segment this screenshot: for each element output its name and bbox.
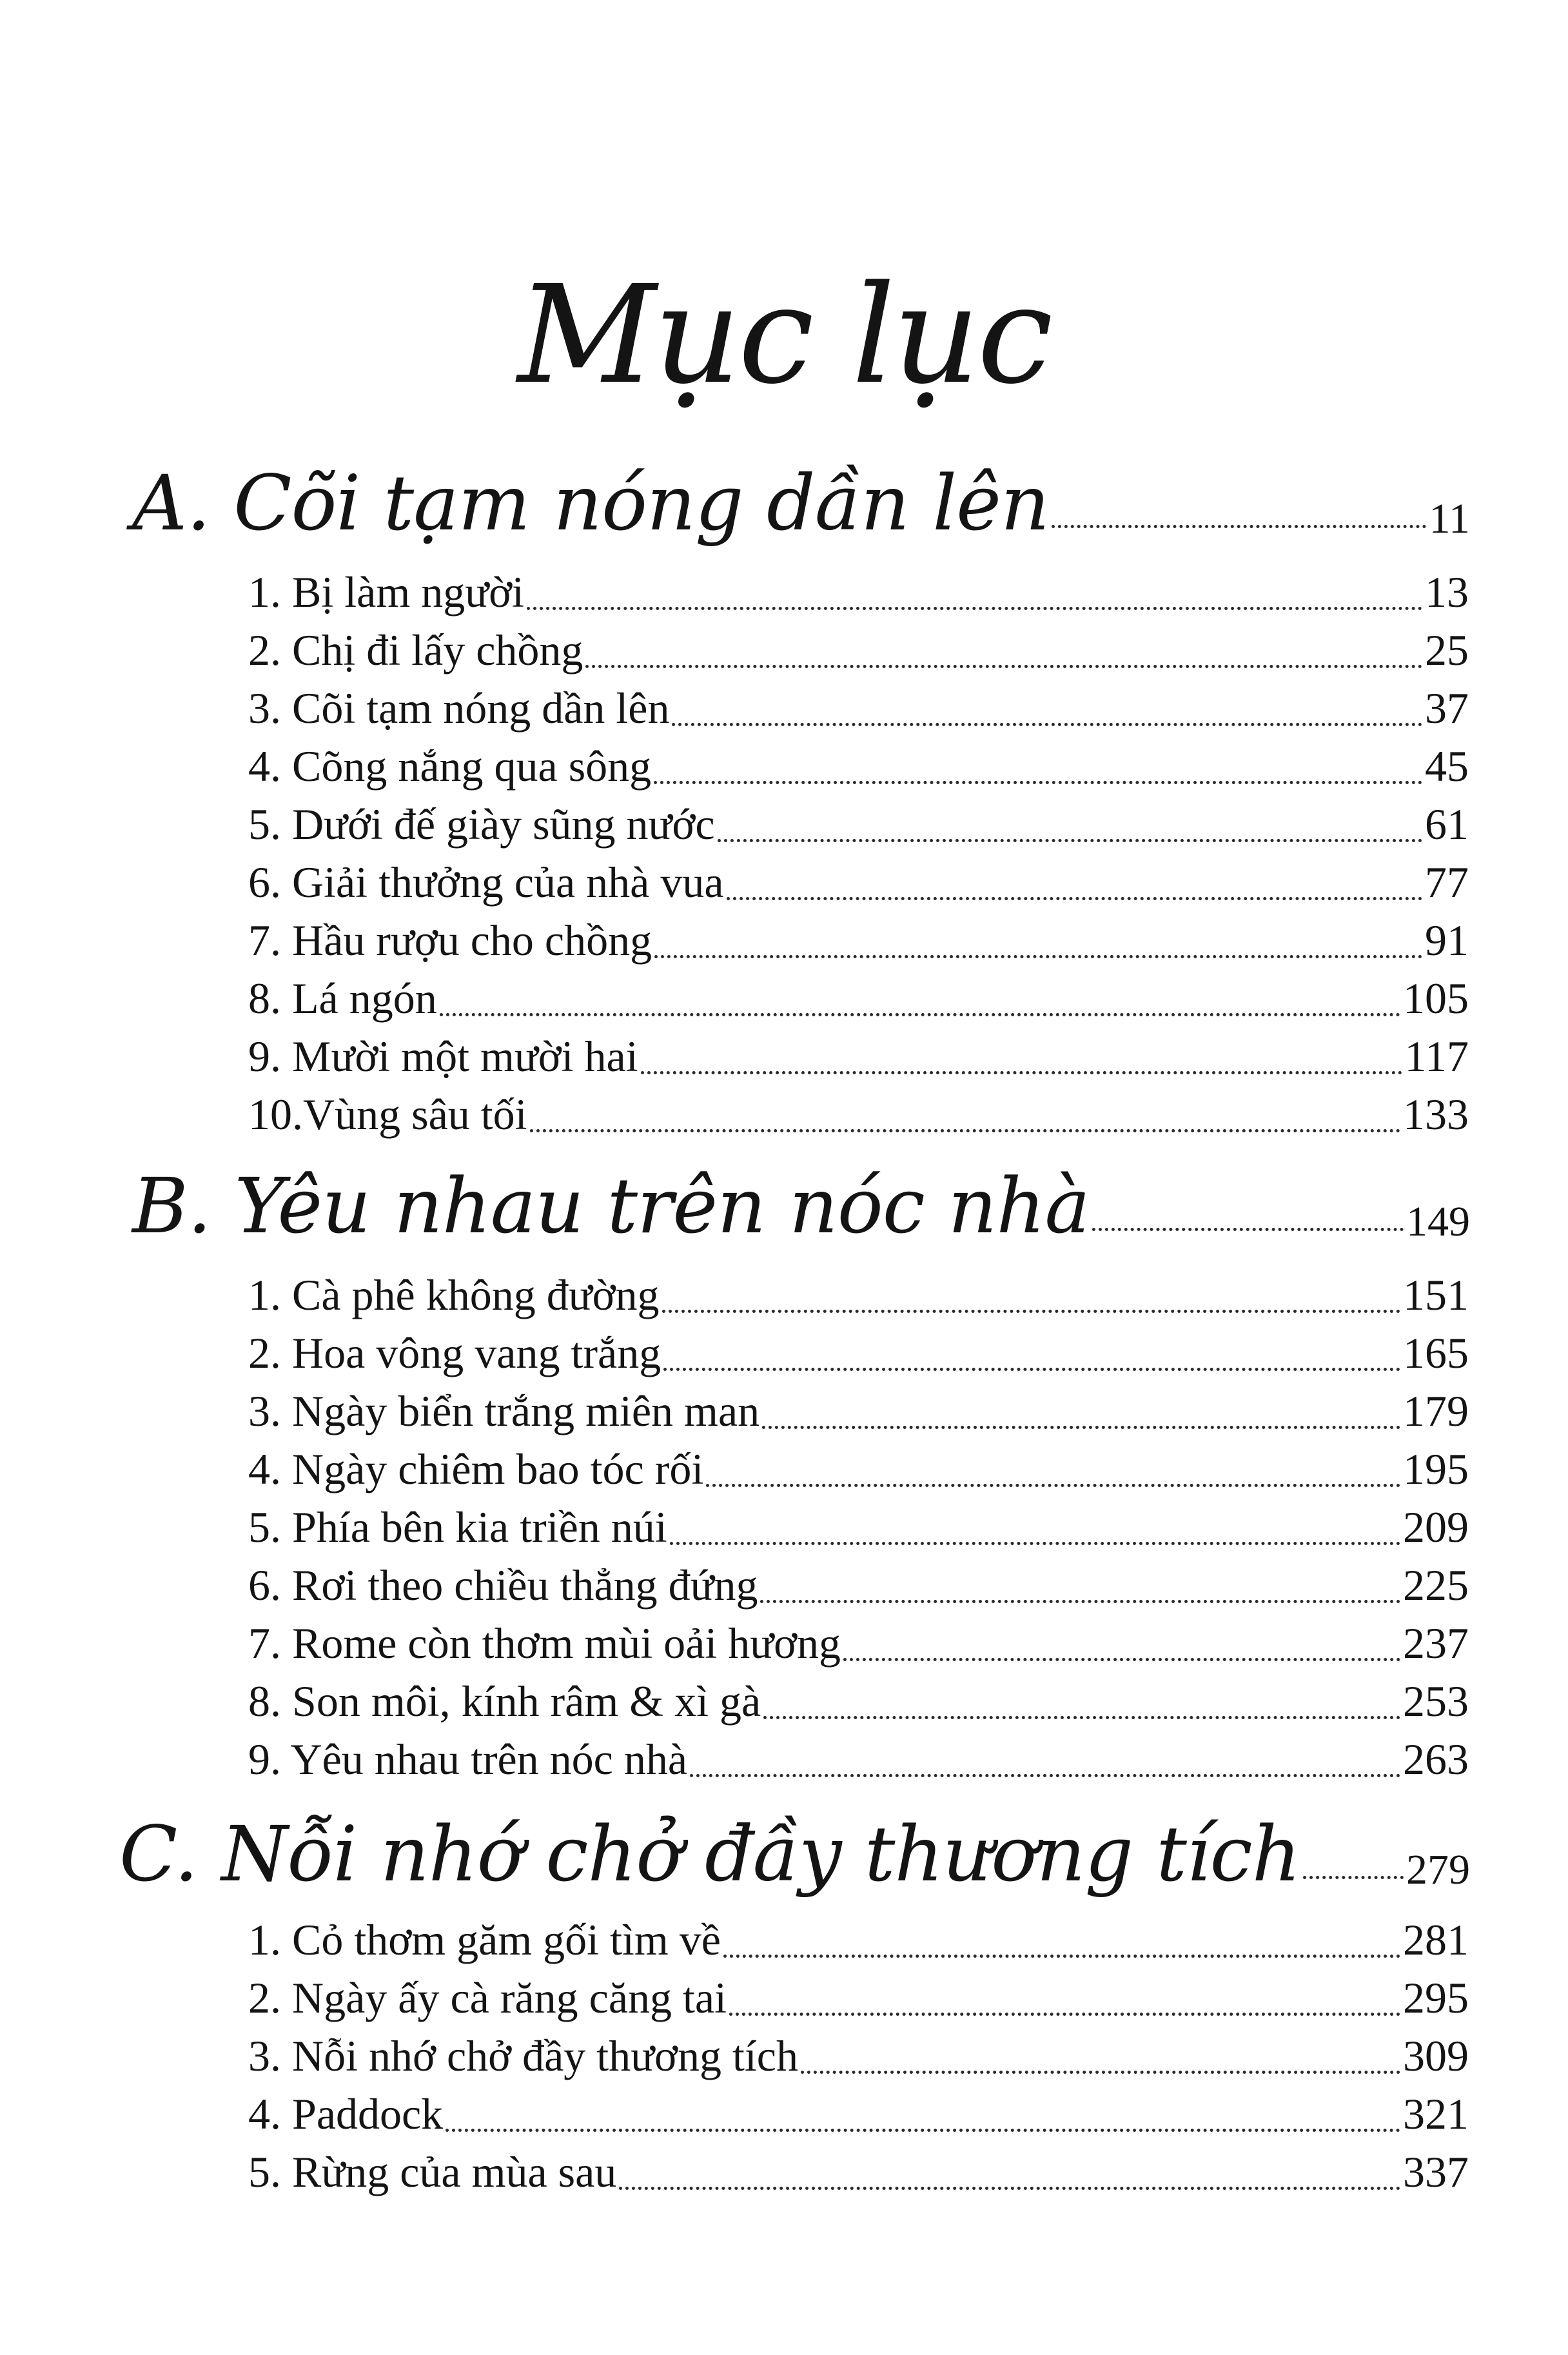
entry-page-number: 309 (1403, 2031, 1469, 2080)
entry-page-number: 133 (1403, 1090, 1469, 1139)
toc-entry (248, 1913, 1469, 1967)
entry-page-number: 295 (1403, 1973, 1469, 2022)
entry-page-number: 237 (1403, 1619, 1469, 1668)
dot-leader (662, 1310, 1400, 1313)
entry-page-number: 37 (1425, 684, 1469, 733)
dot-leader (440, 1013, 1400, 1016)
entry-title: 5. Dưới đế giày sũng nước (248, 800, 715, 849)
toc-entry (248, 623, 1469, 677)
entry-title: 3. Cõi tạm nóng dần lên (248, 684, 670, 733)
toc-entry (248, 2029, 1469, 2083)
dot-leader (729, 2013, 1400, 2016)
toc-entry (248, 913, 1469, 967)
entry-title: 10.Vùng sâu tối (248, 1090, 527, 1139)
toc-section-a (132, 458, 1470, 547)
entry-title: 6. Giải thưởng của nhà vua (248, 858, 724, 907)
entry-page-number: 61 (1425, 800, 1469, 849)
dot-leader (641, 1071, 1402, 1074)
toc-entry (248, 797, 1469, 851)
entry-title: 2. Ngày ấy cà răng căng tai (248, 1973, 727, 2022)
toc-entry (248, 1326, 1469, 1380)
dot-leader (723, 1955, 1400, 1958)
entry-page-number: 281 (1403, 1915, 1469, 1964)
toc-entry (248, 1268, 1469, 1322)
dot-leader (672, 723, 1422, 726)
section-page-number: 11 (1429, 495, 1470, 542)
toc-section-c (119, 1809, 1470, 1898)
entry-title: 1. Cỏ thơm găm gối tìm về (248, 1915, 721, 1964)
toc-entry (248, 1029, 1469, 1083)
dot-leader (1303, 1876, 1404, 1879)
page-title: Mục lục (517, 256, 1051, 414)
entry-page-number: 151 (1403, 1270, 1469, 1319)
dot-leader (619, 2187, 1400, 2190)
dot-leader (1052, 525, 1426, 528)
entry-title: 1. Bị làm người (248, 567, 524, 616)
dot-leader (654, 781, 1422, 784)
toc-entry (248, 1384, 1469, 1438)
section-title: A. Cõi tạm nóng dần lên (132, 458, 1049, 547)
dot-leader (527, 607, 1422, 610)
dot-leader (762, 1426, 1400, 1429)
toc-entry (248, 2087, 1469, 2141)
entry-title: 7. Rome còn thơm mùi oải hương (248, 1619, 841, 1668)
entry-title: 9. Mười một mười hai (248, 1032, 638, 1081)
entry-page-number: 179 (1403, 1386, 1469, 1435)
dot-leader (654, 955, 1422, 958)
entry-title: 4. Cõng nắng qua sông (248, 742, 652, 791)
entry-title: 9. Yêu nhau trên nóc nhà (248, 1735, 688, 1784)
entry-title: 6. Rơi theo chiều thẳng đứng (248, 1561, 758, 1610)
toc-entry (248, 1500, 1469, 1554)
entry-page-number: 195 (1403, 1444, 1469, 1493)
dot-leader (1092, 1228, 1404, 1231)
entry-title: 4. Paddock (248, 2089, 444, 2138)
entry-page-number: 91 (1425, 916, 1469, 965)
toc-entry (248, 739, 1469, 793)
entry-page-number: 253 (1403, 1677, 1469, 1726)
dot-leader (585, 665, 1422, 668)
entry-page-number: 13 (1425, 567, 1469, 616)
entry-title: 1. Cà phê không đường (248, 1270, 660, 1319)
toc-section-b (132, 1161, 1470, 1250)
entry-title: 2. Chị đi lấy chồng (248, 626, 583, 675)
entry-title: 8. Lá ngón (248, 974, 437, 1023)
toc-entry (248, 855, 1469, 909)
entry-page-number: 165 (1403, 1328, 1469, 1377)
section-page-number: 149 (1406, 1198, 1470, 1245)
entry-page-number: 263 (1403, 1735, 1469, 1784)
entry-page-number: 209 (1403, 1503, 1469, 1552)
dot-leader (530, 1129, 1400, 1132)
entry-title: 3. Ngày biển trắng miên man (248, 1386, 760, 1435)
toc-entry (248, 1674, 1469, 1728)
toc-entry (248, 681, 1469, 735)
toc-entry (248, 1442, 1469, 1496)
entry-page-number: 105 (1403, 974, 1469, 1023)
dot-leader (760, 1600, 1400, 1603)
section-page-number: 279 (1406, 1846, 1470, 1893)
dot-leader (670, 1542, 1400, 1545)
entry-title: 7. Hầu rượu cho chồng (248, 916, 652, 965)
entry-page-number: 45 (1425, 742, 1469, 791)
entry-page-number: 225 (1403, 1561, 1469, 1610)
section-title: C. Nỗi nhớ chở đầy thương tích (119, 1809, 1300, 1898)
entry-title: 5. Phía bên kia triền núi (248, 1503, 667, 1552)
entry-title: 3. Nỗi nhớ chở đầy thương tích (248, 2031, 798, 2080)
entry-title: 4. Ngày chiêm bao tóc rối (248, 1444, 704, 1493)
toc-entry (248, 1087, 1469, 1141)
entry-page-number: 321 (1403, 2089, 1469, 2138)
entry-page-number: 25 (1425, 626, 1469, 675)
toc-entry (248, 1558, 1469, 1612)
entry-title: 5. Rừng của mùa sau (248, 2147, 617, 2196)
entry-title: 2. Hoa vông vang trắng (248, 1328, 662, 1377)
dot-leader (843, 1658, 1400, 1661)
toc-entry (248, 971, 1469, 1025)
dot-leader (727, 897, 1422, 900)
dot-leader (446, 2129, 1400, 2132)
toc-entry (248, 2145, 1469, 2199)
entry-page-number: 117 (1404, 1032, 1469, 1081)
entry-page-number: 337 (1403, 2147, 1469, 2196)
dot-leader (763, 1716, 1400, 1719)
toc-entry (248, 565, 1469, 619)
dot-leader (718, 839, 1422, 842)
dot-leader (706, 1484, 1400, 1487)
dot-leader (663, 1368, 1400, 1371)
toc-entry (248, 1732, 1469, 1786)
toc-entry (248, 1971, 1469, 2025)
dot-leader (801, 2071, 1400, 2074)
dot-leader (690, 1774, 1400, 1777)
entry-page-number: 77 (1425, 858, 1469, 907)
section-title: B. Yêu nhau trên nóc nhà (132, 1161, 1090, 1250)
entry-title: 8. Son môi, kính râm & xì gà (248, 1677, 761, 1726)
toc-entry (248, 1616, 1469, 1670)
